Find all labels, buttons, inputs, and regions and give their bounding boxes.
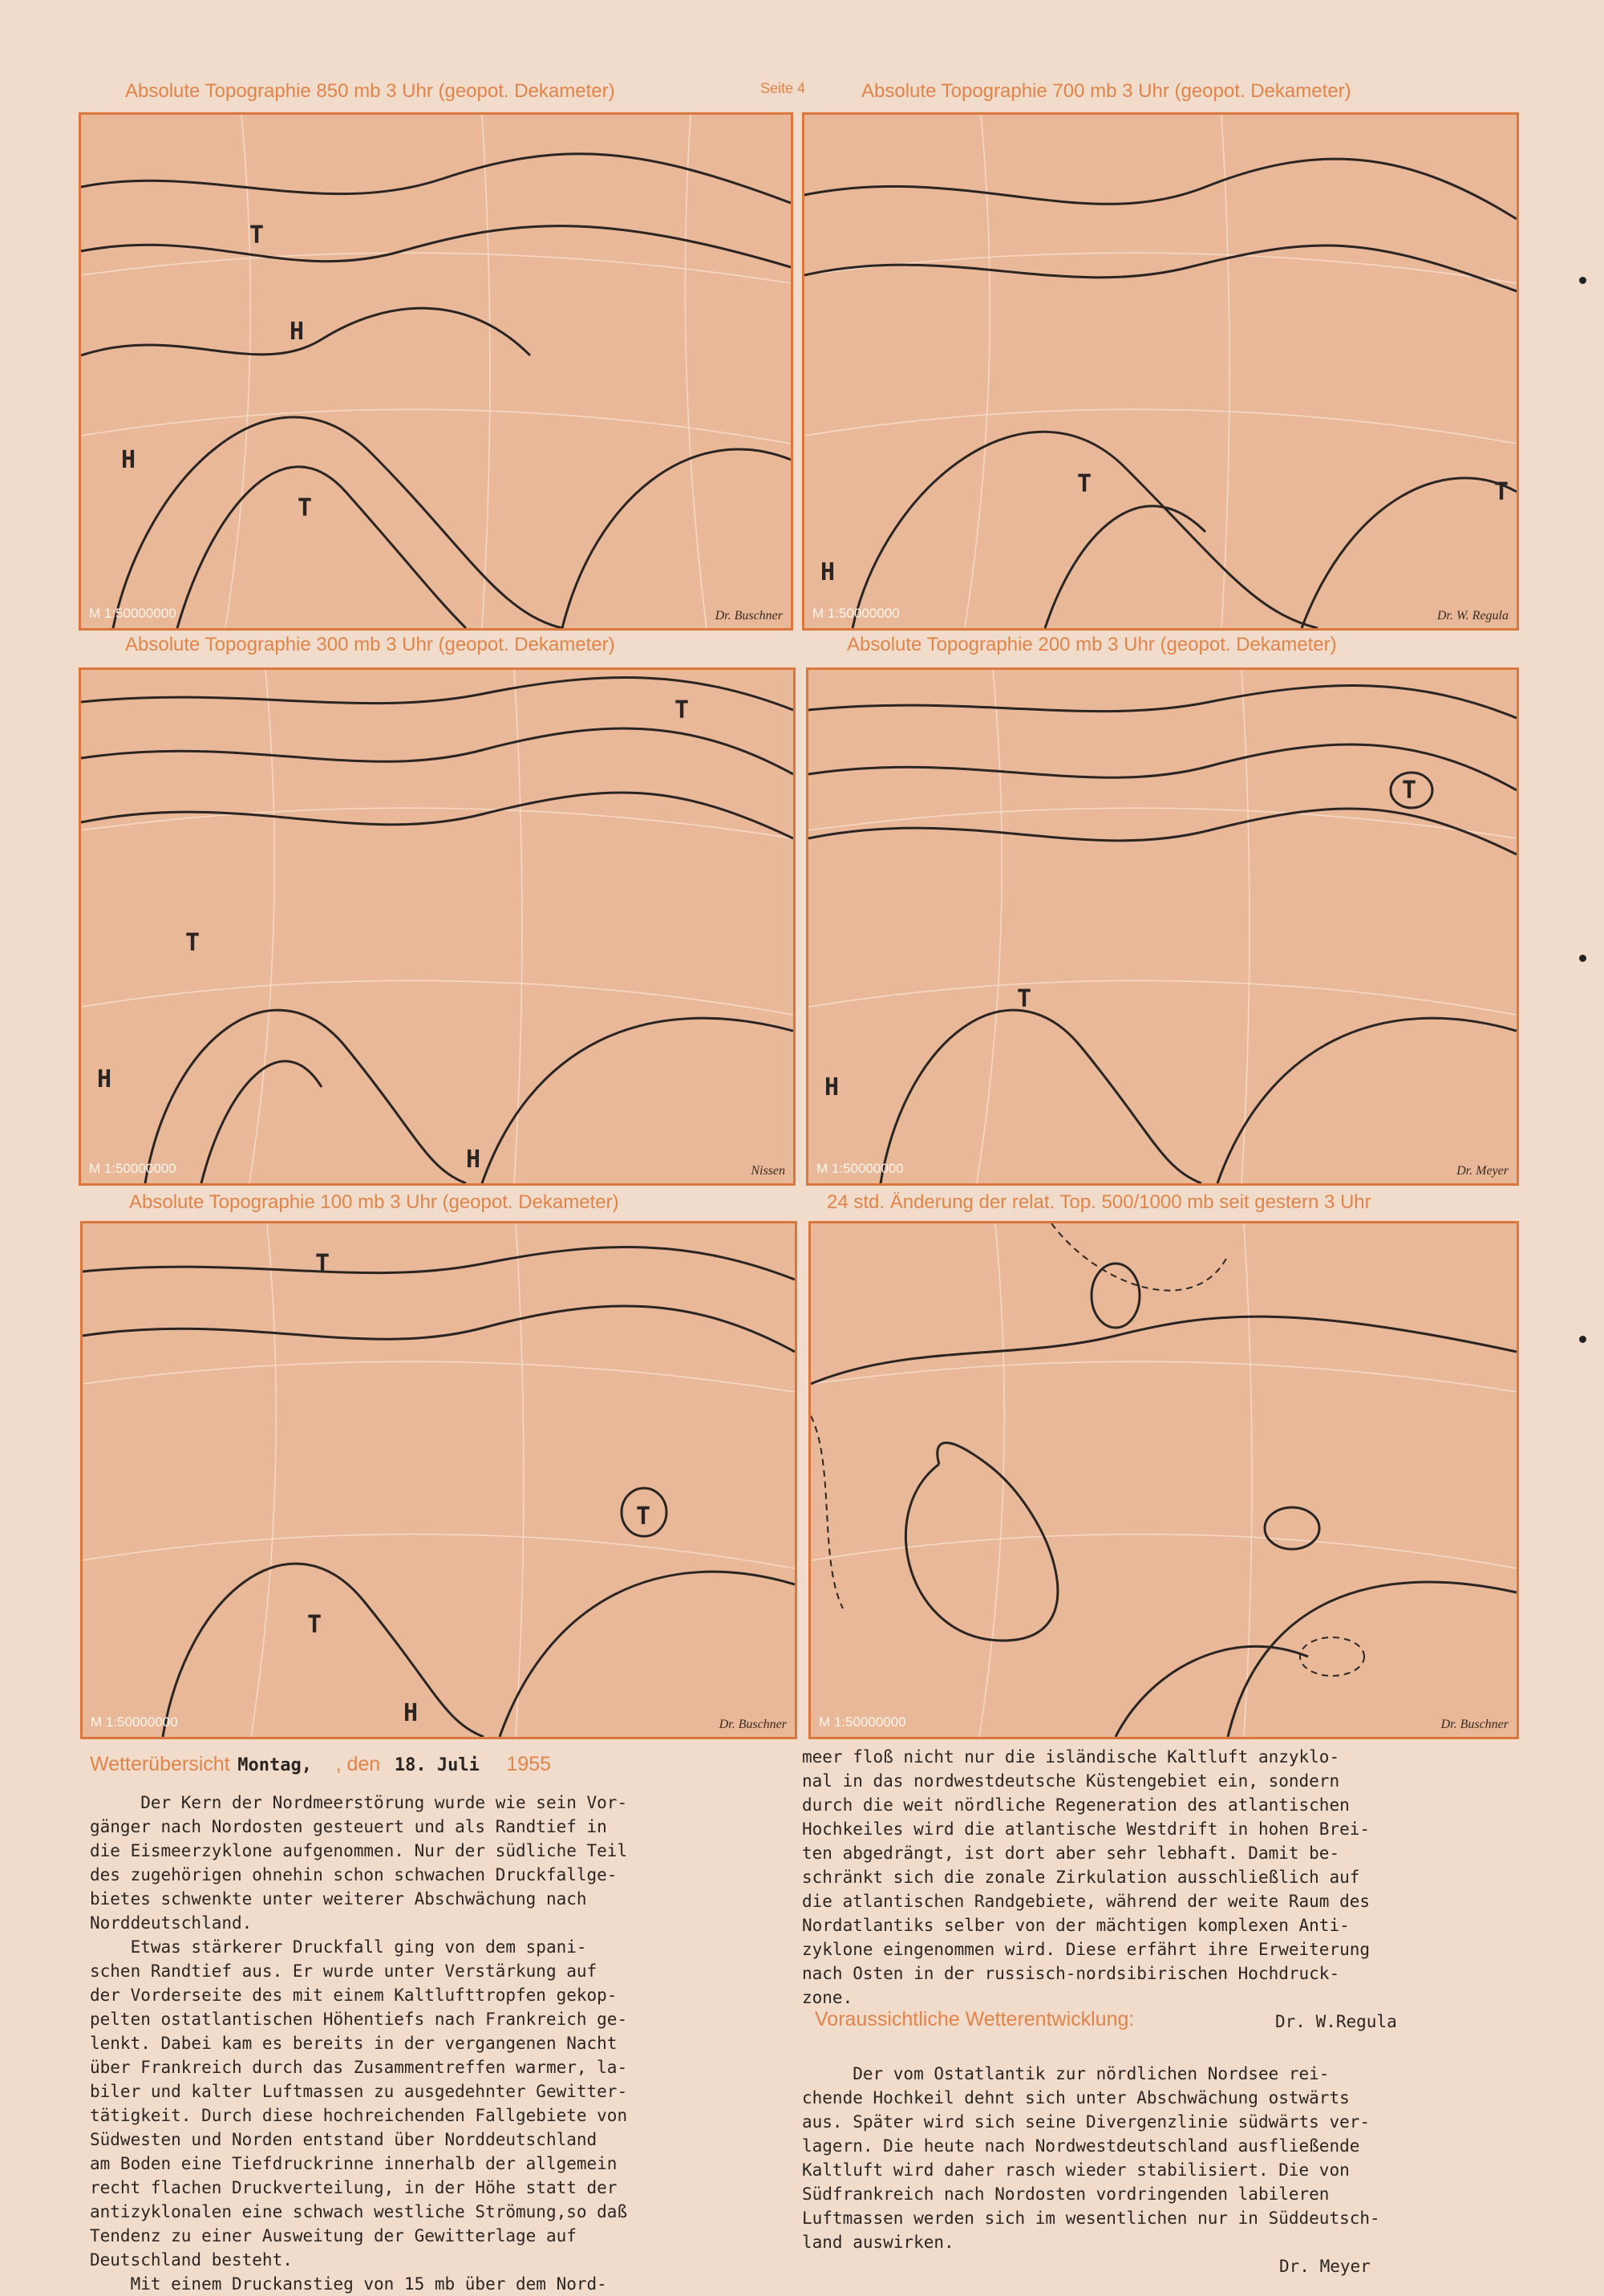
forecast-line: aus. Später wird sich seine Divergenzlinie südwärts ver- <box>802 2112 1371 2132</box>
map-300-isolines <box>81 670 793 1183</box>
header-date: 18. Juli <box>394 1755 480 1775</box>
left-column-line: tätigkeit. Durch diese hochreichenden Fallgebiete von <box>90 2106 628 2125</box>
svg-text:H: H <box>97 1065 112 1093</box>
forecast-line: Der vom Ostatlantik zur nördlichen Nordsee rei- <box>802 2064 1330 2083</box>
forecast-line: Südfrankreich nach Nordosten vordringenden labileren <box>802 2184 1330 2204</box>
forecast-line: lagern. Die heute nach Nordwestdeutschland ausfließende <box>802 2136 1360 2156</box>
map-24h-change <box>808 1221 1519 1739</box>
forecast-line: Kaltluft wird daher rasch wieder stabilisiert. Die von <box>802 2160 1350 2180</box>
map-100mb <box>80 1221 797 1739</box>
left-column-line: pelten ostatlantischen Höhentiefs nach Frankreich ge- <box>90 2010 628 2029</box>
map-change-scale: M 1:50000000 <box>819 1714 906 1730</box>
map-300-scale: M 1:50000000 <box>89 1161 176 1176</box>
left-column-line: Südwesten und Norden entstand über Norddeutschland <box>90 2130 597 2149</box>
right-column-line: die atlantischen Randgebiete, während der weite Raum des <box>802 1892 1371 1911</box>
left-column-line: schen Randtief aus. Er wurde unter Verstärkung auf <box>90 1961 597 1981</box>
right-column-line: zone. <box>802 1988 853 2007</box>
svg-text:T: T <box>636 1503 651 1531</box>
right-column-line: schränkt sich die zonale Zirkulation ausschließlich auf <box>802 1868 1360 1887</box>
forecast-line: Luftmassen werden sich im wesentlichen nur in Süddeutsch- <box>802 2209 1380 2228</box>
left-column-text <box>90 1791 627 2296</box>
svg-text:T: T <box>1077 470 1092 498</box>
svg-text:H: H <box>121 446 136 474</box>
right-column-line: ten abgedrängt, ist dort aber sehr lebhaft. Damit be- <box>802 1844 1340 1863</box>
svg-text:T: T <box>315 1250 330 1278</box>
map-850-author: Dr. Buschner <box>715 609 783 623</box>
map-300-title: Absolute Topographie 300 mb 3 Uhr (geopot. Dekameter) <box>120 634 620 656</box>
map-850-isolines <box>81 115 791 628</box>
left-column-line: über Frankreich durch das Zusammentreffen warmer, la- <box>90 2058 628 2077</box>
map-100-isolines <box>83 1223 795 1737</box>
left-column-line: recht flachen Druckverteilung, in der Höhe statt der <box>90 2178 618 2197</box>
report-header <box>90 1753 551 1776</box>
svg-text:T: T <box>298 494 313 522</box>
map-200-isolines <box>808 670 1517 1183</box>
map-700-title: Absolute Topographie 700 mb 3 Uhr (geopot. Dekameter) <box>857 80 1356 103</box>
right-column-line: nach Osten in der russisch-nordsibirischen Hochdruck- <box>802 1964 1340 1983</box>
binding-hole-middle <box>1579 955 1586 962</box>
svg-text:H: H <box>290 318 305 346</box>
map-200-title: Absolute Topographie 200 mb 3 Uhr (geopot. Dekameter) <box>842 634 1342 656</box>
svg-text:H: H <box>820 558 836 586</box>
map-300mb <box>79 667 796 1186</box>
left-column-line: bietes schwenkte unter weiterer Abschwächung nach <box>90 1889 587 1909</box>
svg-text:H: H <box>403 1699 419 1727</box>
header-day: Montag, <box>237 1755 312 1775</box>
map-700-author: Dr. W. Regula <box>1436 609 1509 623</box>
left-column-line: Der Kern der Nordmeerstörung wurde wie sein Vor- <box>90 1793 628 1812</box>
svg-text:T: T <box>674 696 690 724</box>
right-column-line: Hochkeiles wird die atlantische Westdrift in hohen Brei- <box>802 1819 1371 1839</box>
map-100-scale: M 1:50000000 <box>91 1714 178 1730</box>
left-column-line: Tendenz zu einer Ausweitung der Gewitterlage auf <box>90 2226 577 2245</box>
svg-text:T: T <box>1494 478 1509 506</box>
left-column-line: antizyklonalen eine schwach westliche Strömung,so daß <box>90 2202 628 2221</box>
map-change-isolines <box>811 1223 1517 1737</box>
map-700mb <box>802 112 1519 631</box>
svg-text:H: H <box>466 1146 481 1174</box>
map-100-title: Absolute Topographie 100 mb 3 Uhr (geopot. Dekameter) <box>124 1191 624 1214</box>
left-column-line: der Vorderseite des mit einem Kaltlufttropfen gekop- <box>90 1986 618 2005</box>
left-column-line: am Boden eine Tiefdruckrinne innerhalb der allgemein <box>90 2154 618 2173</box>
binding-hole-top <box>1579 277 1586 284</box>
right-column-line: Nordatlantiks selber von der mächtigen komplexen Anti- <box>802 1916 1350 1935</box>
right-column-line: meer floß nicht nur die isländische Kaltluft anzyklo- <box>802 1747 1340 1767</box>
right-column-line: nal in das nordwestdeutsche Küstengebiet ein, sondern <box>802 1771 1340 1791</box>
forecast-signature: Dr. Meyer <box>1279 2257 1371 2276</box>
header-year: 1955 <box>506 1753 552 1775</box>
forecast-heading: Voraussichtliche Wetterentwicklung: <box>815 2008 1135 2030</box>
map-700-isolines <box>804 115 1517 628</box>
left-column-line: des zugehörigen ohnehin schon schwachen Druckfallge- <box>90 1865 618 1884</box>
svg-text:T: T <box>307 1611 322 1639</box>
svg-text:T: T <box>1017 985 1032 1013</box>
map-change-title: 24 std. Änderung der relat. Top. 500/1000 mb seit gestern 3 Uhr <box>822 1191 1376 1214</box>
left-column-line: die Eismeerzyklone aufgenommen. Nur der südliche Teil <box>90 1841 628 1860</box>
right-column-line: durch die weit nördliche Regeneration des atlantischen <box>802 1795 1350 1815</box>
svg-text:T: T <box>185 929 200 957</box>
map-100-author: Dr. Buschner <box>719 1718 787 1731</box>
svg-text:T: T <box>1402 777 1417 805</box>
forecast-text <box>802 2062 1380 2254</box>
page-number: Seite 4 <box>760 80 806 96</box>
right-column-line: zyklone eingenommen wird. Diese erfährt ihre Erweiterung <box>802 1940 1371 1959</box>
map-850-title: Absolute Topographie 850 mb 3 Uhr (geopot. Dekameter) <box>120 80 620 103</box>
header-label: Wetterübersicht <box>90 1753 230 1775</box>
right-column-text <box>802 1745 1370 2010</box>
map-850-scale: M 1:50000000 <box>89 606 176 621</box>
map-700-scale: M 1:50000000 <box>812 606 900 621</box>
svg-text:T: T <box>249 221 265 249</box>
map-200-author: Dr. Meyer <box>1456 1164 1509 1178</box>
forecast-author: Dr. W.Regula <box>1275 2012 1397 2031</box>
map-850mb <box>79 112 793 631</box>
left-column-line: Etwas stärkerer Druckfall ging von dem spani- <box>90 1937 587 1957</box>
svg-text:H: H <box>824 1073 840 1101</box>
map-change-author: Dr. Buschner <box>1440 1718 1509 1731</box>
left-column-line: biler und kalter Luftmassen zu ausgedehnter Gewitter- <box>90 2082 628 2101</box>
forecast-line: land auswirken. <box>802 2233 954 2252</box>
left-column-line: Deutschland besteht. <box>90 2250 293 2270</box>
binding-hole-bottom <box>1579 1336 1586 1343</box>
map-200mb <box>806 667 1519 1186</box>
left-column-line: lenkt. Dabei kam es bereits in der vergangenen Nacht <box>90 2034 618 2053</box>
header-den: , den <box>335 1753 381 1775</box>
map-200-scale: M 1:50000000 <box>816 1161 904 1176</box>
left-column-line: Norddeutschland. <box>90 1913 253 1933</box>
forecast-line: chende Hochkeil dehnt sich unter Abschwächung ostwärts <box>802 2088 1350 2107</box>
map-300-author: Nissen <box>751 1164 785 1178</box>
left-column-line: Mit einem Druckanstieg von 15 mb über dem Nord- <box>90 2274 607 2294</box>
left-column-line: gänger nach Nordosten gesteuert und als Randtief in <box>90 1817 607 1836</box>
